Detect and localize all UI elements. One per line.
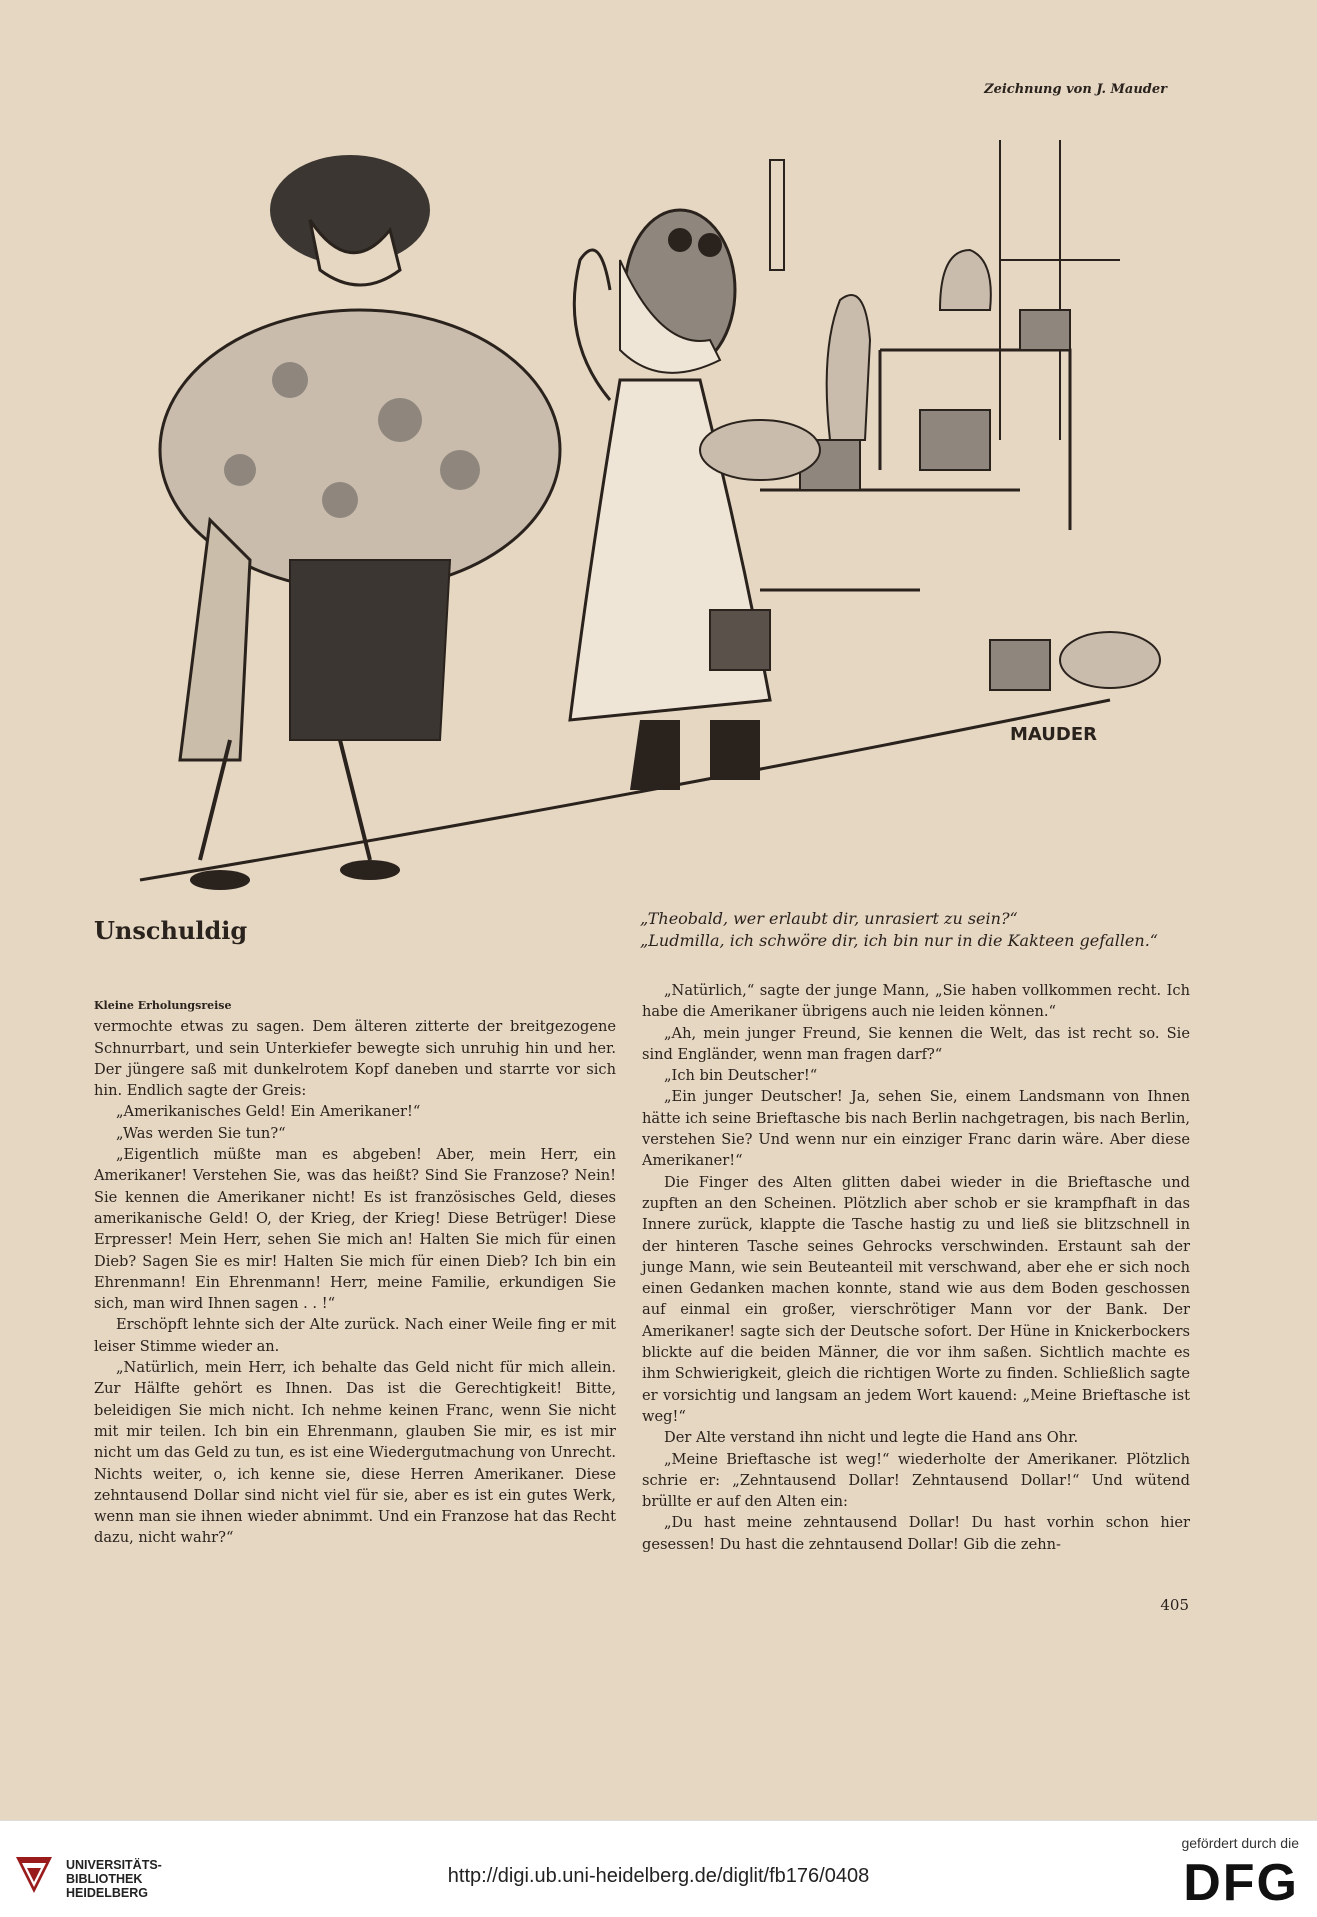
paragraph: Erschöpft lehnte sich der Alte zurück. Nach einer Weile fing er mit leiser Stimme wieder an.: [94, 1316, 616, 1355]
paragraph: „Eigentlich müßte man es abgeben! Aber, mein Herr, ein Amerikaner! Verstehen Sie, was das heißt? Sind Sie Franzose? Nein! Sie kennen die Amerikaner nicht! Es ist französisches Geld, dieses amerikanische Geld! O, der Krieg, der Krieg! Diese Betrüger! Diese Erpresser! Mein Herr, sehen Sie mich an! Halten Sie mich für einen Dieb? Sagen Sie es mir! Halten Sie mich für einen Dieb? Ich bin ein Ehrenmann! Ein Ehrenmann! Herr, meine Familie, erkundigen Sie sich, man wird Ihnen sagen . . !“: [94, 1146, 616, 1313]
paragraph: „Amerikanisches Geld! Ein Amerikaner!“: [116, 1103, 421, 1121]
cartoon-illustration: [120, 140, 1190, 900]
paragraph: „Ein junger Deutscher! Ja, sehen Sie, einem Landsmann von Ihnen hätte ich seine Brieftasche bis nach Berlin nachgetragen, bis nach Berlin, verstehen Sie? Und wenn nur ein einziger Franc darin wäre. Aber diese Amerikaner!“: [642, 1088, 1190, 1170]
paragraph: „Du hast meine zehntausend Dollar! Du hast vorhin schon hier gesessen! Du hast die zehntausend Dollar! Gib die zehn-: [642, 1514, 1190, 1553]
paragraph: „Was werden Sie tun?“: [116, 1124, 286, 1142]
university-name-line-3: HEIDELBERG: [66, 1886, 148, 1900]
permalink-url[interactable]: http://digi.ub.uni-heidelberg.de/diglit/fb176/0408: [447, 1865, 870, 1887]
paragraph: Der Alte verstand ihn nicht und legte die Hand ans Ohr.: [664, 1429, 1079, 1447]
paragraph: „Natürlich,“ sagte der junge Mann, „Sie haben vollkommen recht. Ich habe die Amerikaner übrigens auch nie leiden können.“: [642, 982, 1190, 1021]
article-column-left: [94, 995, 616, 1549]
page-number: 405: [1160, 1596, 1189, 1614]
paragraph: „Natürlich, mein Herr, ich behalte das Geld nicht für mich allein. Zur Hälfte gehört es Ihnen. Das ist die Gerechtigkeit! Bitte, beleidigen Sie mich nicht. Ich nehme keinen Franc, wenn Sie nicht mit mir teilen. Ich bin ein Ehrenmann, glauben Sie mir, es ist mir nicht um das Geld zu tun, es ist eine Wiedergutmachung von Unrecht. Nichts weiter, o, ich kenne sie, diese Herren Amerikaner. Diese zehntausend Dollar sind nicht viel für sie, aber es ist ein gutes Werk, wenn man sie ihnen wieder abnimmt. Und ein Franzose hat das Recht dazu, nicht wahr?“: [94, 1359, 616, 1547]
article-column-right: [642, 980, 1190, 1555]
illustration-credit: Zeichnung von J. Mauder: [984, 82, 1167, 97]
paragraph: „Ah, mein junger Freund, Sie kennen die Welt, das ist recht so. Sie sind Engländer, wenn man fragen darf?“: [642, 1024, 1190, 1063]
university-name-line-2: BIBLIOTHEK: [66, 1872, 143, 1886]
dfg-logo: DFG: [1183, 1854, 1299, 1912]
article-title: Unschuldig: [94, 916, 248, 945]
illustration-caption: [640, 908, 1200, 952]
caption-line-1: „Theobald, wer erlaubt dir, unrasiert zu sein?“: [640, 909, 1018, 928]
sponsor-label: gefördert durch die: [1181, 1835, 1299, 1851]
article-subtitle: Kleine Erholungsreise: [94, 999, 232, 1012]
caption-line-2: „Ludmilla, ich schwöre dir, ich bin nur in die Kakteen gefallen.“: [640, 931, 1158, 950]
viewer-footer: [0, 1820, 1317, 1917]
paragraph: „Meine Brieftasche ist weg!“ wiederholte der Amerikaner. Plötzlich schrie er: „Zehntausend Dollar! Zehntausend Dollar!“ Und wütend brüllte er auf den Alten ein:: [642, 1450, 1190, 1511]
university-name-line-1: UNIVERSITÄTS-: [66, 1858, 162, 1872]
paragraph: „Ich bin Deutscher!“: [664, 1067, 818, 1085]
artist-signature: MAUDER: [1010, 724, 1098, 745]
paragraph: vermochte etwas zu sagen. Dem älteren zitterte der breitgezogene Schnurrbart, und sein Unterkiefer bewegte sich unruhig hin und her. Der jüngere saß mit dunkelrotem Kopf daneben und starrte vor sich hin. Endlich sagte der Greis:: [94, 1018, 616, 1100]
paragraph: Die Finger des Alten glitten dabei wieder in die Brieftasche und zupften an den Scheinen. Plötzlich aber schob er sie krampfhaft in das Innere zurück, klappte die Tasche hastig zu und ließ sie blitzschnell in der hinteren Tasche seines Gehrocks verschwinden. Erstaunt sah der junge Mann, wie sein Beuteanteil mit verschwand, aber ehe er sich noch einen Gedanken machen konnte, stand wie aus dem Boden geschossen auf einmal ein großer, vierschrötiger Mann vor der Bank. Der Amerikaner! sagte sich der Deutsche sofort. Der Hüne in Knickerbockers blickte auf die beiden Männer, die vor ihm saßen. Sichtlich machte es ihm Schwierigkeit, gleich die richtigen Worte zu finden. Schließlich sagte er vorsichtig und langsam an jedem Wort kauend: „Meine Brieftasche ist weg!“: [642, 1173, 1190, 1425]
